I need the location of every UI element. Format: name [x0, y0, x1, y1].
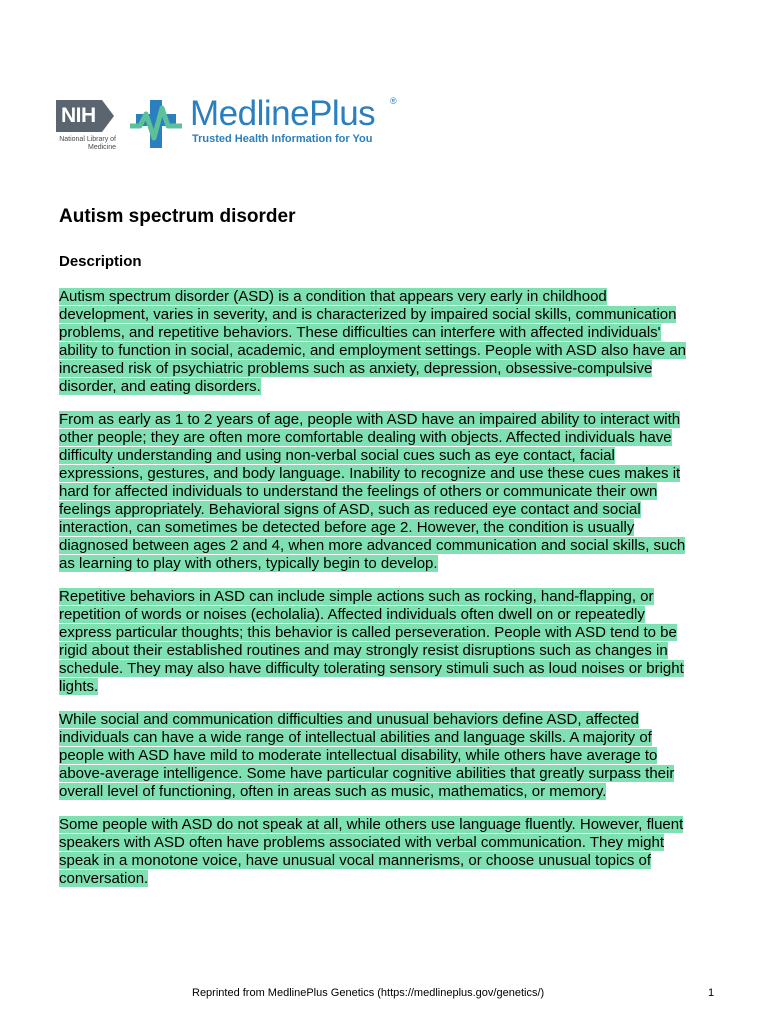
- paragraph: Repetitive behaviors in ASD can include simple actions such as rocking, hand-flapping, or repetition of words or noises (echolalia). Affected individuals often dwell on or repeatedly express particular thoughts; this behavior is called perseveration. People with ASD tend to be rigid about their established routines and may strongly resist disruptions such as changes in schedule. They may also have difficulty tolerating sensory stimuli such as loud noises or bright lights.: [59, 588, 684, 695]
- paragraph: Some people with ASD do not speak at all, while others use language fluently. However, fluent speakers with ASD often have problems associated with verbal communication. They might speak in a monotone voice, have unusual vocal mannerisms, or choose unusual topics of conversation.: [59, 816, 684, 887]
- paragraph: From as early as 1 to 2 years of age, people with ASD have an impaired ability to interact with other people; they are often more comfortable dealing with objects. Affected individuals have difficulty understanding and using non-verbal social cues such as eye contact, facial expressions, gestures, and body language. Inability to recognize and use these cues makes it hard for affected individuals to understand the feelings of others or communicate their own feelings appropriately. Behavioral signs of ASD, such as reduced eye contact and social interaction, can sometimes be detected before age 2. However, the condition is usually diagnosed between ages 2 and 4, when more advanced communication and social skills, such as learning to play with others, typically begin to develop.: [59, 411, 686, 572]
- nlm-label: National Library of Medicine: [59, 136, 116, 151]
- paragraph: Autism spectrum disorder (ASD) is a condition that appears very early in childhood development, varies in severity, and is characterized by impaired social skills, communication problems, and repetitive behaviors. These difficulties can interfere with affected individuals' ability to function in social, academic, and employment settings. People with ASD also have an increased risk of psychiatric problems such as anxiety, depression, obsessive-compulsive disorder, and eating disorders.: [59, 288, 687, 395]
- article-body: [59, 288, 699, 903]
- medlineplus-logo-icon: [128, 96, 184, 152]
- nih-label: NIH: [61, 104, 96, 127]
- nih-arrow-icon: [102, 100, 114, 132]
- page-number: 1: [708, 987, 715, 999]
- page-title: Autism spectrum disorder: [59, 206, 296, 227]
- tagline: Trusted Health Information for You: [192, 133, 373, 145]
- footer-text: Reprinted from MedlinePlus Genetics (https://medlineplus.gov/genetics/): [192, 987, 545, 999]
- paragraph: While social and communication difficulties and unusual behaviors define ASD, affected individuals can have a wide range of intellectual abilities and language skills. A majority of people with ASD have mild to moderate intellectual disability, while others have average to above-average intelligence. Some have particular cognitive abilities that greatly surpass their overall level of functioning, often in areas such as music, mathematics, or memory.: [59, 711, 675, 800]
- brand-name: MedlinePlus: [190, 94, 376, 133]
- section-heading: Description: [59, 253, 142, 270]
- registered-mark: ®: [390, 96, 397, 106]
